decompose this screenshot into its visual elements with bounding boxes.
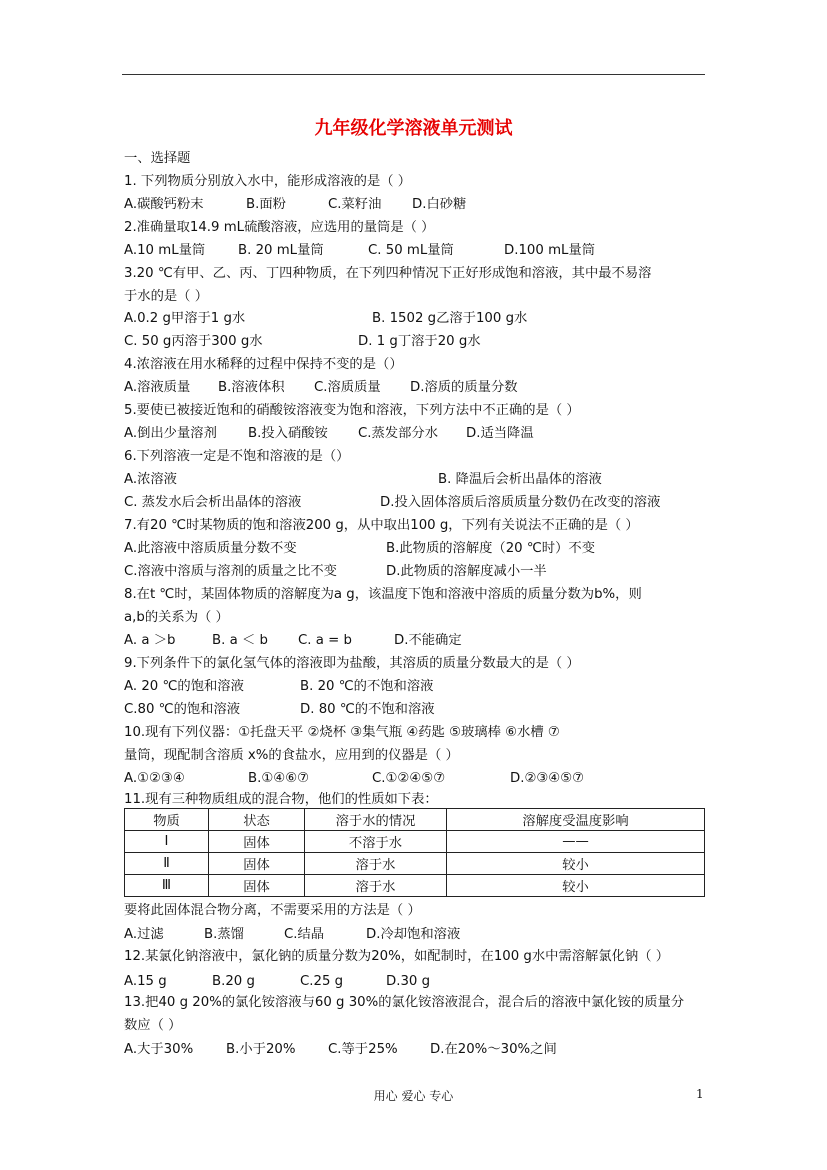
q11-option-d: D.冷却饱和溶液 (366, 927, 461, 942)
q3-option-b: B. 1502 g乙溶于100 g水 (372, 311, 528, 326)
q10-option-d: D.②③④⑤⑦ (510, 771, 585, 786)
q12-option-b: B.20 g (212, 974, 255, 989)
q11-option-c: C.结晶 (284, 927, 325, 942)
q7-option-d: D.此物质的溶解度减小一半 (386, 564, 547, 579)
table-header-cell: 物质 (125, 809, 209, 831)
question-5-stem: 5.要使已被接近饱和的硝酸铵溶液变为饱和溶液，下列方法中不正确的是（ ） (124, 403, 580, 418)
question-3-stem: 3.20 ℃有甲、乙、丙、丁四种物质，在下列四种情况下正好形成饱和溶液，其中最不易溶 (124, 266, 652, 281)
q4-option-b: B.溶液体积 (218, 380, 285, 395)
q8-option-b: B. a ＜ b (212, 633, 268, 648)
table-cell: Ⅲ (125, 875, 209, 897)
question-10-stem-cont: 量筒，现配制含溶质 x%的食盐水，应用到的仪器是（ ） (124, 748, 459, 763)
q3-option-d: D. 1 g丁溶于20 g水 (358, 334, 481, 349)
q1-option-d: D.白砂糖 (412, 197, 467, 212)
question-11-stem-cont: 要将此固体混合物分离，不需要采用的方法是（ ） (124, 903, 421, 918)
table-header-cell: 状态 (209, 809, 305, 831)
q11-option-b: B.蒸馏 (204, 927, 244, 942)
question-8-stem: 8.在t ℃时，某固体物质的溶解度为a g，该温度下饱和溶液中溶质的质量分数为b%，则 (124, 587, 642, 602)
q11-option-a: A.过滤 (124, 927, 164, 942)
table-cell: 固体 (209, 853, 305, 875)
q8-option-a: A. a ＞b (124, 633, 176, 648)
q10-option-c: C.①②④⑤⑦ (372, 771, 446, 786)
table-cell: Ⅱ (125, 853, 209, 875)
q4-option-a: A.溶液质量 (124, 380, 191, 395)
table-cell: 较小 (447, 875, 705, 897)
table-header-cell: 溶解度受温度影响 (447, 809, 705, 831)
q7-option-b: B.此物质的溶解度（20 ℃时）不变 (386, 541, 595, 556)
q2-option-a: A.10 mL量筒 (124, 243, 206, 258)
question-8-stem-cont: a,b的关系为（ ） (124, 610, 229, 625)
q3-option-a: A.0.2 g甲溶于1 g水 (124, 311, 246, 326)
q9-option-a: A. 20 ℃的饱和溶液 (124, 679, 244, 694)
q6-option-a: A.浓溶液 (124, 472, 177, 487)
question-9-stem: 9.下列条件下的氯化氢气体的溶液即为盐酸，其溶质的质量分数最大的是（ ） (124, 656, 580, 671)
q7-option-c: C.溶液中溶质与溶剂的质量之比不变 (124, 564, 337, 579)
q1-option-c: C.菜籽油 (328, 197, 382, 212)
q2-option-c: C. 50 mL量筒 (368, 243, 454, 258)
question-13-stem-cont: 数应（ ） (124, 1018, 182, 1033)
question-13-stem: 13.把40 g 20%的氯化铵溶液与60 g 30%的氯化铵溶液混合，混合后的溶液中氯化铵的质量分 (124, 995, 685, 1010)
table-row (125, 831, 705, 853)
q12-option-d: D.30 g (386, 974, 431, 989)
page-footer: 用心 爱心 专心 (373, 1089, 454, 1103)
q6-option-b: B. 降温后会析出晶体的溶液 (438, 472, 602, 487)
q5-option-d: D.适当降温 (466, 426, 534, 441)
q2-option-b: B. 20 mL量筒 (238, 243, 324, 258)
properties-table (124, 808, 705, 897)
table-header-cell: 溶于水的情况 (305, 809, 447, 831)
q13-option-c: C.等于25% (328, 1042, 398, 1057)
table-cell: —— (447, 831, 705, 853)
page-number: 1 (696, 1087, 704, 1101)
q4-option-c: C.溶质质量 (314, 380, 381, 395)
q8-option-c: C. a = b (298, 633, 352, 648)
q12-option-c: C.25 g (300, 974, 344, 989)
q10-option-b: B.①④⑥⑦ (248, 771, 310, 786)
q6-option-c: C. 蒸发水后会析出晶体的溶液 (124, 495, 302, 510)
table-cell: 较小 (447, 853, 705, 875)
section-heading: 一、选择题 (124, 151, 191, 166)
question-4-stem: 4.浓溶液在用水稀释的过程中保持不变的是（） (124, 357, 403, 372)
q6-option-d: D.投入固体溶质后溶质质量分数仍在改变的溶液 (380, 495, 661, 510)
q2-option-d: D.100 mL量筒 (504, 243, 596, 258)
q9-option-c: C.80 ℃的饱和溶液 (124, 702, 241, 717)
table-cell: 不溶于水 (305, 831, 447, 853)
question-12-stem: 12.某氯化钠溶液中，氯化钠的质量分数为20%，如配制时，在100 g水中需溶解氯化钠（ ） (124, 949, 670, 964)
q10-option-a: A.①②③④ (124, 771, 185, 786)
q13-option-b: B.小于20% (226, 1042, 296, 1057)
question-11-stem: 11.现有三种物质组成的混合物，他们的性质如下表： (124, 792, 438, 807)
q8-option-d: D.不能确定 (394, 633, 462, 648)
question-2-stem: 2.准确量取14.9 mL硫酸溶液，应选用的量筒是（ ） (124, 220, 435, 235)
q5-option-a: A.倒出少量溶剂 (124, 426, 217, 441)
page-title: 九年级化学溶液单元测试 (314, 118, 513, 139)
table-cell: 固体 (209, 831, 305, 853)
table-cell: 溶于水 (305, 875, 447, 897)
q13-option-d: D.在20%～30%之间 (430, 1042, 557, 1057)
q5-option-c: C.蒸发部分水 (358, 426, 438, 441)
question-1-stem: 1. 下列物质分别放入水中，能形成溶液的是（ ） (124, 174, 412, 189)
q9-option-b: B. 20 ℃的不饱和溶液 (300, 679, 434, 694)
table-row (125, 853, 705, 875)
question-3-stem-cont: 于水的是（ ） (124, 289, 209, 304)
question-7-stem: 7.有20 ℃时某物质的饱和溶液200 g，从中取出100 g，下列有关说法不正确的是（ ） (124, 518, 639, 533)
q4-option-d: D.溶质的质量分数 (410, 380, 518, 395)
header-rule (122, 74, 705, 75)
table-row (125, 875, 705, 897)
q7-option-a: A.此溶液中溶质质量分数不变 (124, 541, 297, 556)
q13-option-a: A.大于30% (124, 1042, 194, 1057)
q3-option-c: C. 50 g丙溶于300 g水 (124, 334, 263, 349)
question-10-stem: 10.现有下列仪器：①托盘天平 ②烧杯 ③集气瓶 ④药匙 ⑤玻璃棒 ⑥水槽 ⑦ (124, 725, 560, 740)
q5-option-b: B.投入硝酸铵 (248, 426, 328, 441)
q9-option-d: D. 80 ℃的不饱和溶液 (300, 702, 435, 717)
table-cell: 溶于水 (305, 853, 447, 875)
table-cell: Ⅰ (125, 831, 209, 853)
table-header-row (125, 809, 705, 831)
q1-option-b: B.面粉 (246, 197, 286, 212)
table-cell: 固体 (209, 875, 305, 897)
q12-option-a: A.15 g (124, 974, 167, 989)
question-6-stem: 6.下列溶液一定是不饱和溶液的是（） (124, 449, 350, 464)
q1-option-a: A.碳酸钙粉末 (124, 197, 204, 212)
